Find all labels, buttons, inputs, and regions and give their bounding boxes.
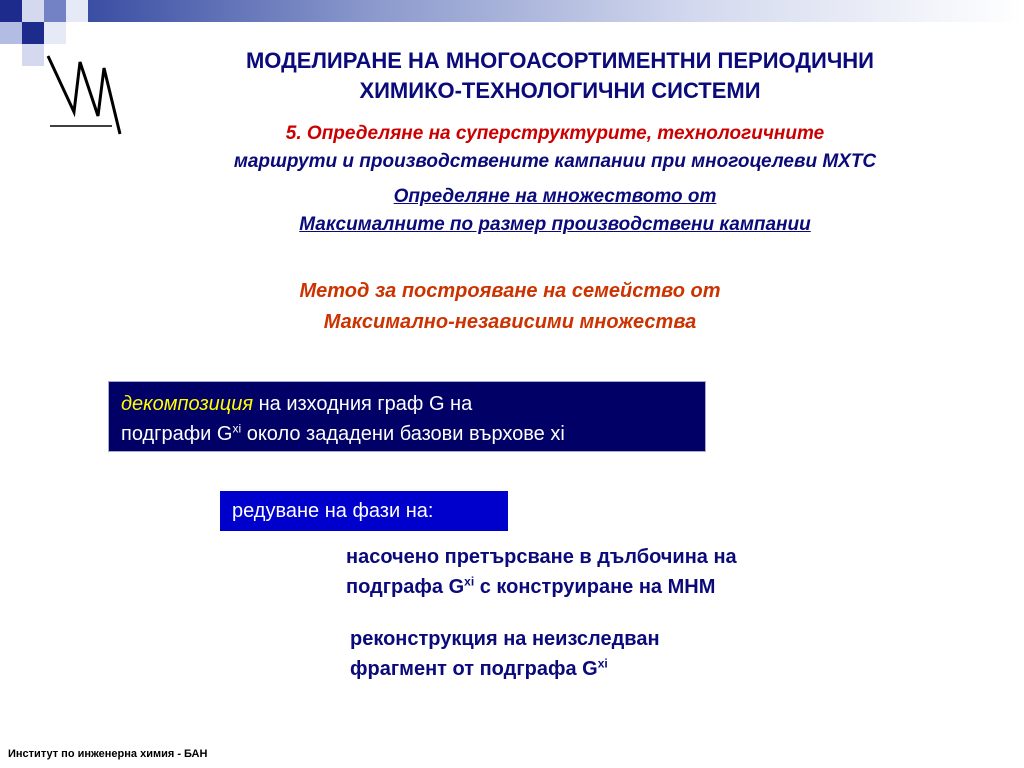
decomposition-superscript: xi <box>232 421 242 436</box>
method-heading <box>170 276 850 338</box>
decor-square <box>0 22 22 44</box>
method-line-1: Метод за построяване на семейство от <box>299 280 721 302</box>
decor-square <box>66 0 88 22</box>
subsection-heading <box>100 183 1010 239</box>
phases-box <box>220 491 508 531</box>
phase-item-2-superscript: xi <box>597 656 608 671</box>
phase-item-2-prefix: фрагмент от подграфа G <box>350 658 598 680</box>
decor-square <box>0 0 22 22</box>
phase-item <box>350 624 850 684</box>
phase-item-1-rest: с конструиране на МНМ <box>474 576 716 598</box>
section-line-1: Определяне на суперструктурите, технологичните <box>306 123 825 144</box>
decor-square <box>22 22 44 44</box>
decomposition-line-1: на изходния граф G на <box>253 393 473 415</box>
section-heading <box>100 120 1010 176</box>
decomposition-line-2-rest: около зададени базови върхове xi <box>241 423 565 445</box>
page-title <box>130 46 990 106</box>
decomposition-keyword: декомпозиция <box>121 393 254 415</box>
phase-item-2-line-1: реконструкция на неизследван <box>350 628 660 650</box>
phase-item-1-superscript: xi <box>464 574 475 589</box>
decomposition-box <box>108 381 706 452</box>
decor-square <box>22 0 44 22</box>
phase-item-1-line-1: насочено претърсване в дълбочина на <box>346 546 737 568</box>
phase-item <box>346 542 906 602</box>
top-gradient-bar <box>88 0 1024 22</box>
title-line-1: МОДЕЛИРАНЕ НА МНОГОАСОРТИМЕНТНИ ПЕРИОДИЧНИ <box>245 48 874 73</box>
phase-item-1-prefix: подграфа G <box>346 576 465 598</box>
section-number: 5. <box>285 123 302 144</box>
footer-text: Институт по инженерна химия - БАН <box>8 748 208 760</box>
phases-label: редуване на фази на: <box>232 500 434 522</box>
decor-square <box>44 0 66 22</box>
subsection-line-1: Определяне на множеството от <box>393 186 717 207</box>
method-line-2: Максимално-независими множества <box>323 311 697 333</box>
subsection-line-2: Максималните по размер производствени кампании <box>299 214 811 235</box>
decomposition-line-2-prefix: подграфи G <box>121 423 233 445</box>
decor-square <box>44 22 66 44</box>
section-line-2: маршрути и производствените кампании при многоцелеви МХТС <box>233 151 877 172</box>
title-line-2: ХИМИКО-ТЕХНОЛОГИЧНИ СИСТЕМИ <box>359 78 761 103</box>
